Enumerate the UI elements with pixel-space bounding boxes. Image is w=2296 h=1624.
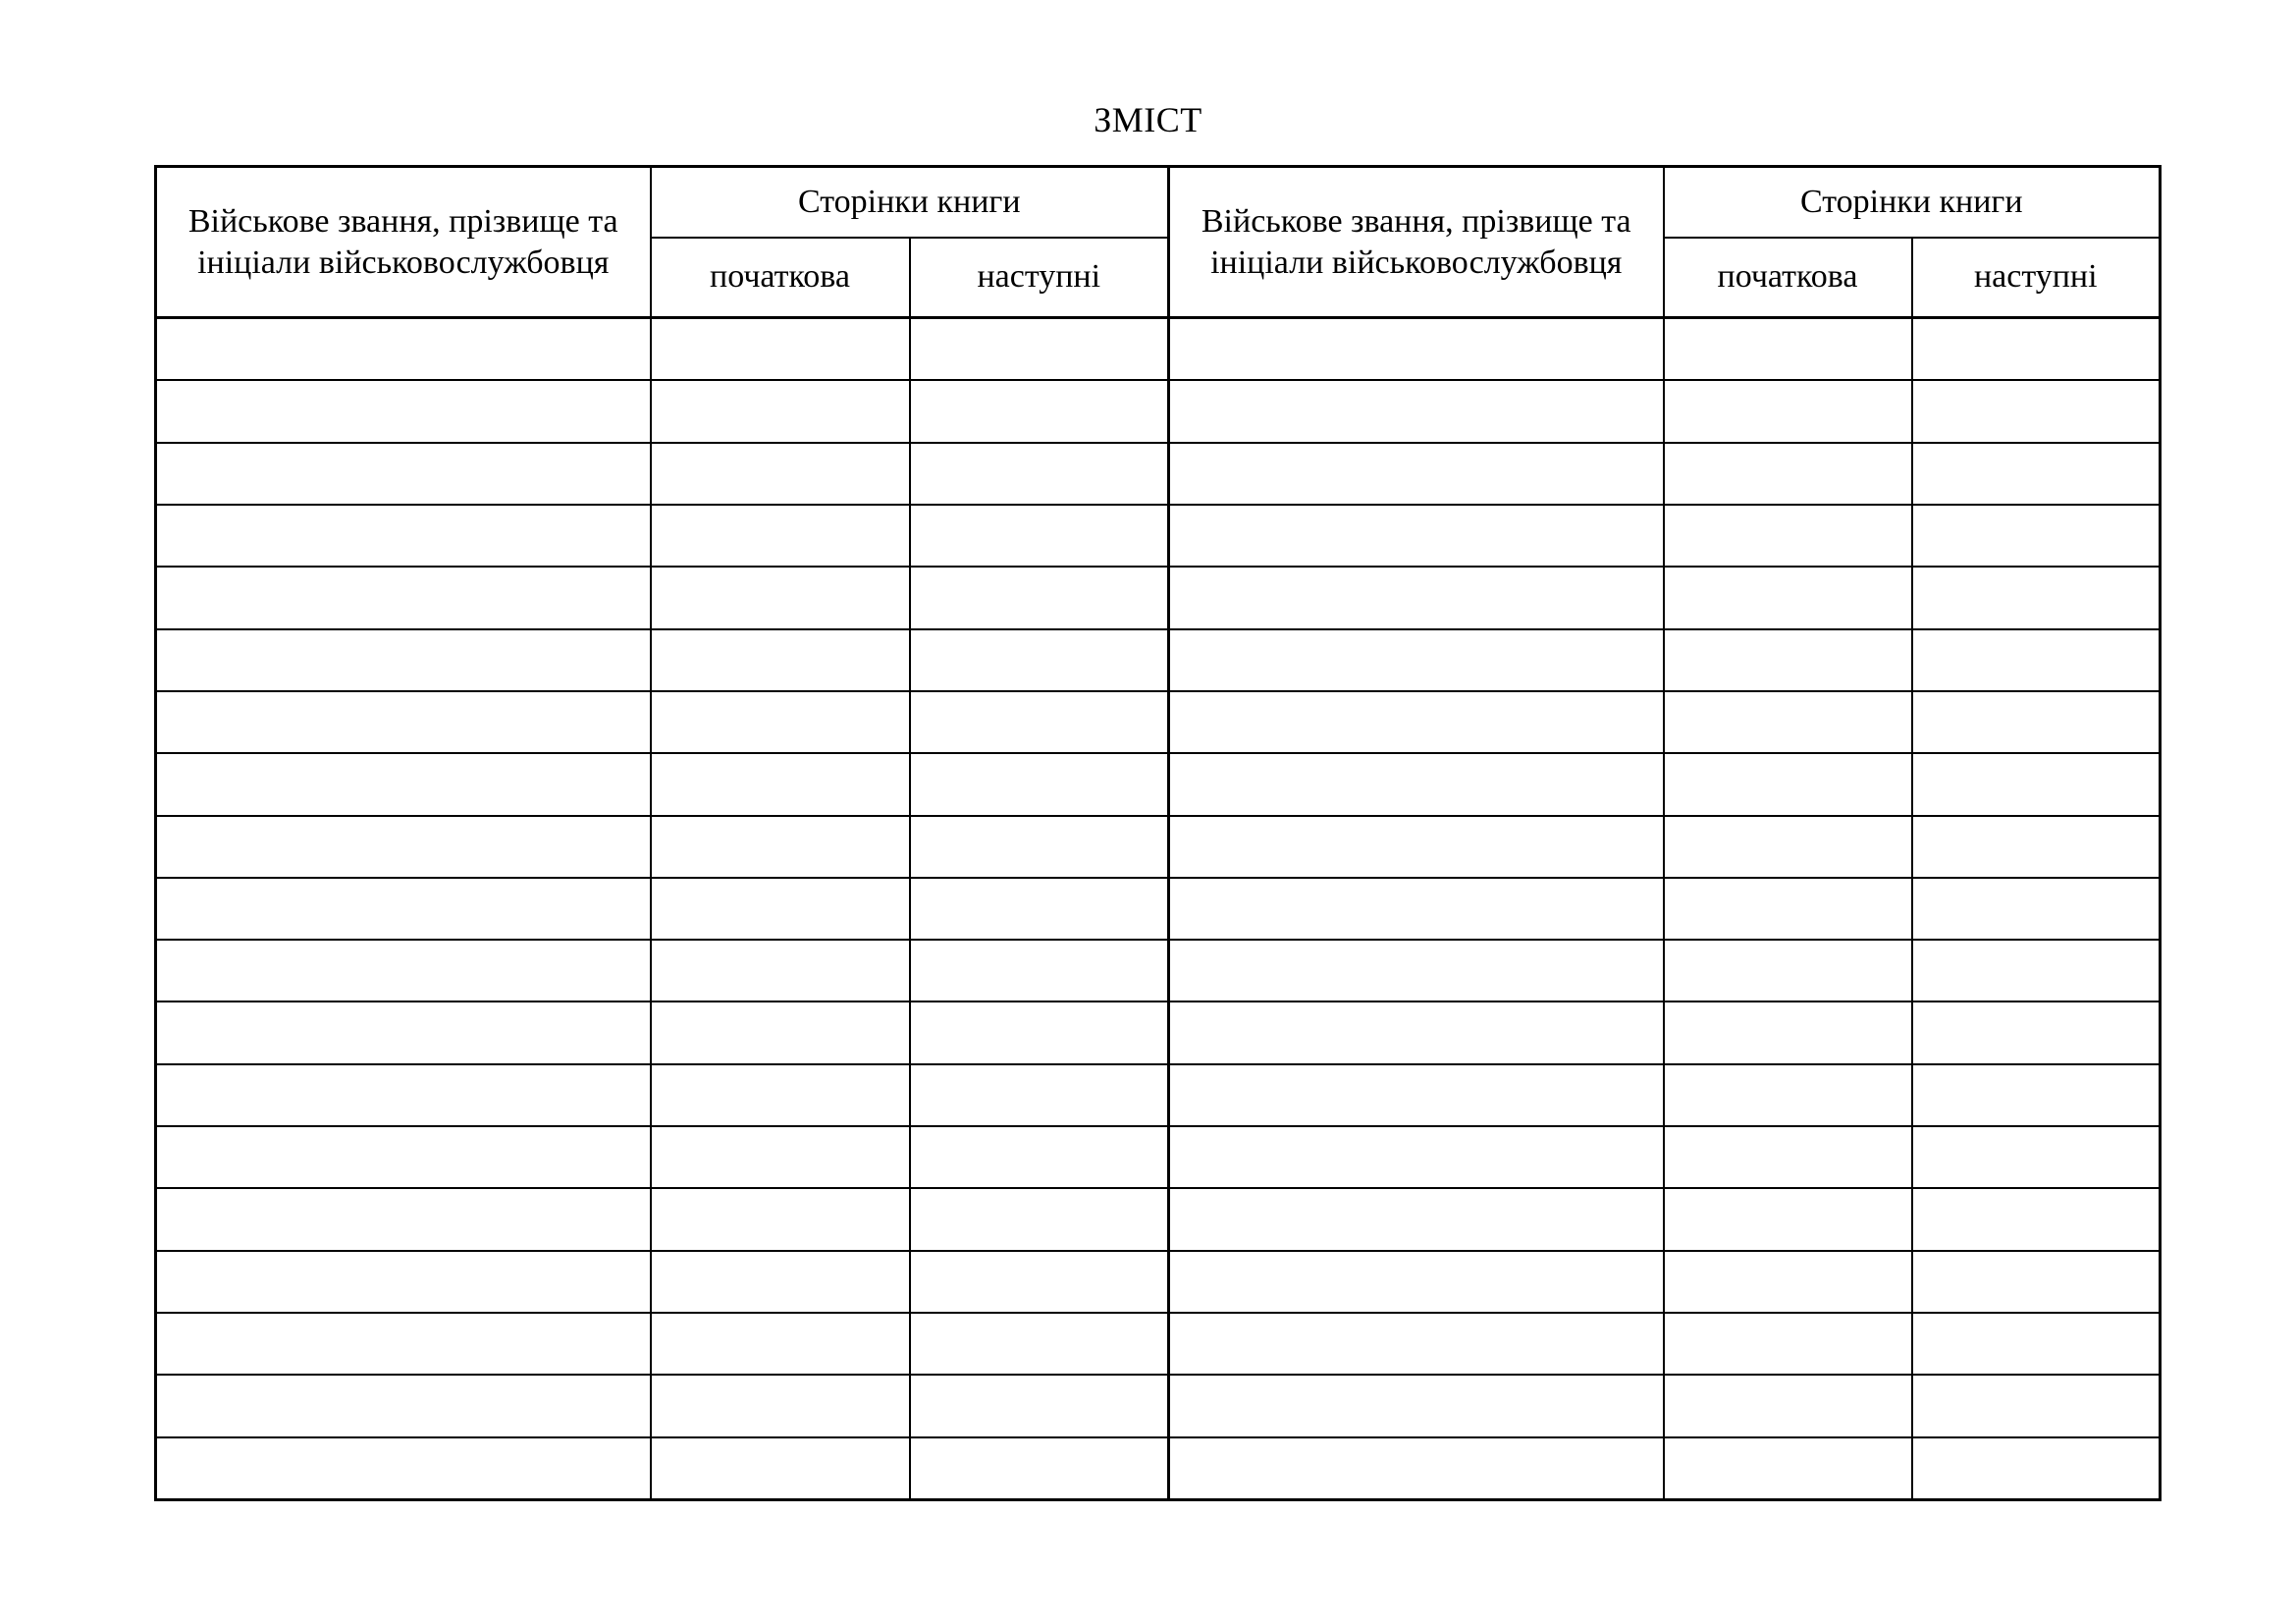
cell-next-left: [910, 1437, 1169, 1500]
cell-name-right: [1169, 1437, 1664, 1500]
cell-name-right: [1169, 1313, 1664, 1375]
cell-next-left: [910, 1375, 1169, 1436]
cell-next-right: [1912, 816, 2161, 878]
cell-name-left: [156, 1251, 651, 1313]
cell-name-left: [156, 753, 651, 815]
cell-next-right: [1912, 1251, 2161, 1313]
header-initial-right: початкова: [1664, 238, 1912, 318]
table-row: [156, 816, 2161, 878]
cell-name-left: [156, 816, 651, 878]
table-row: [156, 878, 2161, 940]
cell-initial-right: [1664, 1188, 1912, 1250]
cell-next-right: [1912, 380, 2161, 442]
table-row: [156, 318, 2161, 381]
cell-next-left: [910, 567, 1169, 628]
header-pages-right: Сторінки книги: [1664, 167, 2161, 238]
cell-initial-left: [651, 1313, 910, 1375]
table-row: [156, 1188, 2161, 1250]
cell-next-right: [1912, 318, 2161, 381]
cell-name-right: [1169, 753, 1664, 815]
cell-initial-left: [651, 505, 910, 567]
cell-next-right: [1912, 753, 2161, 815]
cell-name-left: [156, 505, 651, 567]
cell-next-right: [1912, 567, 2161, 628]
table-row: [156, 443, 2161, 505]
cell-initial-left: [651, 691, 910, 753]
table-row: [156, 1375, 2161, 1436]
cell-initial-right: [1664, 940, 1912, 1001]
cell-name-right: [1169, 443, 1664, 505]
cell-initial-right: [1664, 1313, 1912, 1375]
cell-initial-right: [1664, 1001, 1912, 1063]
cell-initial-right: [1664, 1375, 1912, 1436]
cell-next-left: [910, 1064, 1169, 1126]
cell-initial-left: [651, 753, 910, 815]
cell-next-left: [910, 1313, 1169, 1375]
cell-initial-left: [651, 1251, 910, 1313]
cell-next-right: [1912, 1001, 2161, 1063]
table-row: [156, 567, 2161, 628]
cell-next-left: [910, 505, 1169, 567]
cell-name-left: [156, 567, 651, 628]
cell-next-right: [1912, 878, 2161, 940]
cell-next-right: [1912, 629, 2161, 691]
table-row: [156, 691, 2161, 753]
cell-initial-left: [651, 1126, 910, 1188]
cell-name-left: [156, 380, 651, 442]
cell-initial-right: [1664, 878, 1912, 940]
cell-name-left: [156, 691, 651, 753]
cell-name-left: [156, 1437, 651, 1500]
cell-name-right: [1169, 816, 1664, 878]
cell-initial-right: [1664, 380, 1912, 442]
header-next-left: наступні: [910, 238, 1169, 318]
cell-next-left: [910, 629, 1169, 691]
table-row: [156, 1126, 2161, 1188]
table-row: [156, 753, 2161, 815]
cell-name-left: [156, 318, 651, 381]
cell-name-left: [156, 1313, 651, 1375]
cell-name-left: [156, 1001, 651, 1063]
cell-initial-left: [651, 1064, 910, 1126]
cell-name-right: [1169, 1126, 1664, 1188]
cell-initial-left: [651, 1188, 910, 1250]
cell-initial-right: [1664, 443, 1912, 505]
cell-next-right: [1912, 1188, 2161, 1250]
cell-next-left: [910, 1251, 1169, 1313]
cell-initial-right: [1664, 1064, 1912, 1126]
cell-initial-left: [651, 940, 910, 1001]
cell-name-right: [1169, 1064, 1664, 1126]
cell-next-left: [910, 753, 1169, 815]
cell-initial-right: [1664, 567, 1912, 628]
cell-name-right: [1169, 1251, 1664, 1313]
cell-initial-left: [651, 629, 910, 691]
cell-next-right: [1912, 1064, 2161, 1126]
cell-next-right: [1912, 691, 2161, 753]
cell-name-right: [1169, 318, 1664, 381]
cell-name-right: [1169, 380, 1664, 442]
cell-next-right: [1912, 505, 2161, 567]
cell-name-right: [1169, 629, 1664, 691]
cell-name-right: [1169, 505, 1664, 567]
cell-initial-left: [651, 1375, 910, 1436]
cell-name-left: [156, 940, 651, 1001]
cell-name-left: [156, 878, 651, 940]
table-row: [156, 1313, 2161, 1375]
cell-name-right: [1169, 940, 1664, 1001]
cell-name-right: [1169, 1001, 1664, 1063]
cell-initial-right: [1664, 753, 1912, 815]
cell-next-left: [910, 691, 1169, 753]
cell-initial-right: [1664, 505, 1912, 567]
cell-name-right: [1169, 567, 1664, 628]
cell-next-left: [910, 380, 1169, 442]
cell-next-right: [1912, 940, 2161, 1001]
cell-name-right: [1169, 1375, 1664, 1436]
cell-initial-right: [1664, 629, 1912, 691]
table-body: [156, 318, 2161, 1500]
table-row: [156, 1437, 2161, 1500]
cell-initial-left: [651, 380, 910, 442]
page-title: ЗМІСТ: [1094, 100, 1202, 139]
cell-next-right: [1912, 1375, 2161, 1436]
table-header: [156, 167, 2161, 318]
cell-initial-right: [1664, 1251, 1912, 1313]
cell-initial-right: [1664, 691, 1912, 753]
cell-name-left: [156, 443, 651, 505]
cell-next-left: [910, 1001, 1169, 1063]
header-next-right: наступні: [1912, 238, 2161, 318]
cell-initial-right: [1664, 318, 1912, 381]
cell-initial-right: [1664, 1437, 1912, 1500]
table-row: [156, 1064, 2161, 1126]
cell-initial-right: [1664, 1126, 1912, 1188]
cell-initial-left: [651, 318, 910, 381]
cell-next-left: [910, 878, 1169, 940]
cell-name-left: [156, 1188, 651, 1250]
table-row: [156, 505, 2161, 567]
cell-next-left: [910, 1126, 1169, 1188]
cell-next-right: [1912, 1437, 2161, 1500]
contents-table: [154, 165, 2162, 1501]
cell-next-left: [910, 443, 1169, 505]
cell-initial-left: [651, 1001, 910, 1063]
cell-next-right: [1912, 1313, 2161, 1375]
cell-name-right: [1169, 1188, 1664, 1250]
header-name-left: Військове звання, прізвище та ініціали військовослужбовця: [156, 167, 651, 318]
cell-next-left: [910, 318, 1169, 381]
cell-initial-left: [651, 1437, 910, 1500]
header-initial-left: початкова: [651, 238, 910, 318]
cell-name-left: [156, 1375, 651, 1436]
table-row: [156, 1251, 2161, 1313]
cell-initial-left: [651, 878, 910, 940]
cell-initial-right: [1664, 816, 1912, 878]
cell-next-left: [910, 816, 1169, 878]
cell-initial-left: [651, 567, 910, 628]
cell-next-right: [1912, 443, 2161, 505]
table-row: [156, 629, 2161, 691]
cell-name-left: [156, 629, 651, 691]
table-row: [156, 380, 2161, 442]
table-row: [156, 1001, 2161, 1063]
cell-name-left: [156, 1064, 651, 1126]
cell-next-left: [910, 1188, 1169, 1250]
cell-next-right: [1912, 1126, 2161, 1188]
cell-name-right: [1169, 878, 1664, 940]
cell-name-left: [156, 1126, 651, 1188]
cell-next-left: [910, 940, 1169, 1001]
header-name-right: Військове звання, прізвище та ініціали військовослужбовця: [1169, 167, 1664, 318]
cell-name-right: [1169, 691, 1664, 753]
cell-initial-left: [651, 816, 910, 878]
cell-initial-left: [651, 443, 910, 505]
header-pages-left: Сторінки книги: [651, 167, 1169, 238]
table-row: [156, 940, 2161, 1001]
